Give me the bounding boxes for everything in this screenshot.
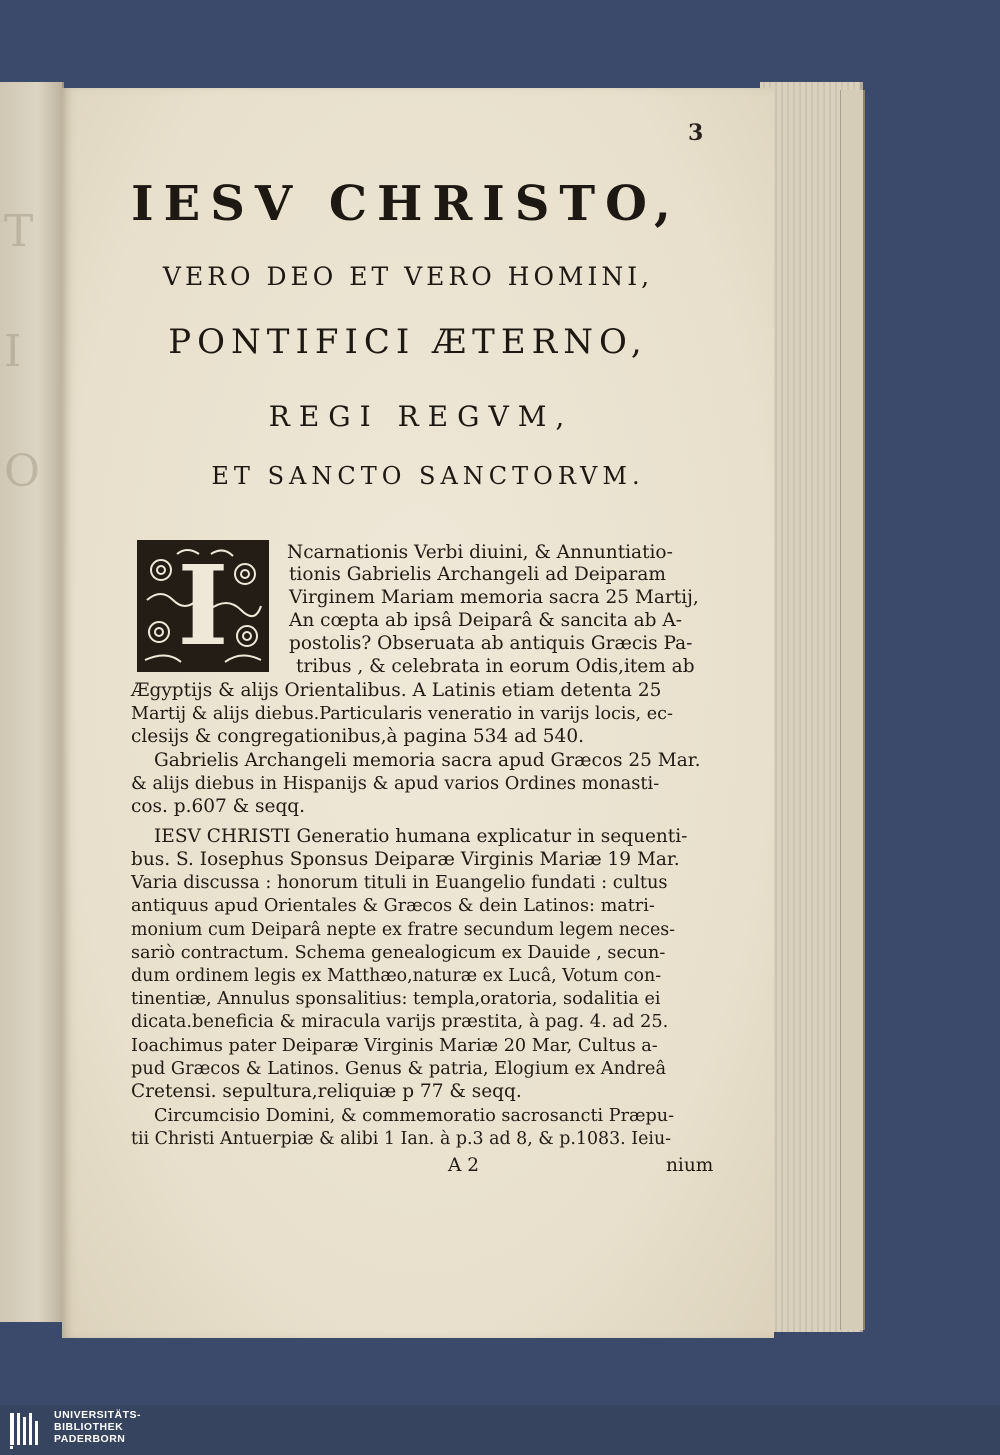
dedication-line-1: IESV CHRISTO, [131, 176, 681, 232]
dedication-line-5: ET SANCTO SANCTORVM. [211, 462, 645, 490]
dedication-line-2: VERO DEO ET VERO HOMINI, [162, 262, 654, 291]
text-line: Martij & alijs diebus.Particularis veneratio in varijs locis, ec- [131, 704, 673, 724]
text-line: Varia discussa : honorum tituli in Euangelio fundati : cultus [131, 872, 668, 893]
text-line: antiquus apud Orientales & Græcos & dein Latinos: matri- [131, 896, 655, 916]
page-number: 3 [688, 120, 704, 146]
text-line: bus. S. Iosephus Sponsus Deiparæ Virginis Mariæ 19 Mar. [131, 849, 680, 870]
text-line: postolis? Obseruata ab antiquis Græcis Pa- [289, 633, 693, 654]
left-page-ghost-letters: T I O [4, 206, 41, 497]
text-line: cos. p.607 & seqq. [131, 796, 306, 817]
library-name-line-3: PADERBORN [54, 1433, 126, 1445]
text-line: tionis Gabrielis Archangeli ad Deiparam [289, 564, 666, 585]
text-line: clesijs & congregationibus,à pagina 534 ad 540. [131, 726, 584, 747]
library-logo-icon [8, 1409, 46, 1449]
text-line: Circumcisio Domini, & commemoratio sacrosancti Præpu- [154, 1106, 675, 1126]
text-line: Gabrielis Archangeli memoria sacra apud Græcos 25 Mar. [154, 750, 701, 771]
library-name [54, 1409, 141, 1445]
text-line: & alijs diebus in Hispanijs & apud varios Ordines monasti- [131, 773, 660, 794]
text-line: tii Christi Antuerpiæ & alibi 1 Ian. à p.3 ad 8, & p.1083. Ieiu- [131, 1129, 672, 1149]
text-line: dicata.beneficia & miracula varijs præstita, à pag. 4. ad 25. [131, 1011, 669, 1032]
text-line: pud Græcos & Latinos. Genus & patria, Elogium ex Andreâ [131, 1058, 667, 1079]
text-line: Ioachimus pater Deiparæ Virginis Mariæ 20 Mar, Cultus a- [131, 1036, 658, 1056]
text-line: tribus , & celebrata in eorum Odis,item ab [296, 656, 695, 677]
decorated-initial [137, 540, 269, 672]
text-line: IESV CHRISTI Generatio humana explicatur in sequenti- [154, 826, 688, 847]
text-line: An cœpta ab ipsâ Deiparâ & sancita ab A- [289, 610, 683, 631]
dedication-line-4: REGI REGVM, [268, 400, 574, 433]
signature-mark: A 2 [448, 1155, 480, 1176]
text-line: monium cum Deiparâ nepte ex fratre secundum legem neces- [131, 920, 676, 940]
library-name-line-1: UNIVERSITÄTS- [54, 1409, 142, 1421]
catchword: nium [666, 1155, 714, 1176]
dedication-line-3: PONTIFICI ÆTERNO, [168, 322, 648, 362]
text-line: Ægyptijs & alijs Orientalibus. A Latinis etiam detenta 25 [131, 680, 662, 701]
library-name-line-2: BIBLIOTHEK [54, 1421, 124, 1433]
book-cover-edge [840, 90, 865, 1330]
library-footer-bar [0, 1405, 1000, 1455]
text-line: Virginem Mariam memoria sacra 25 Martij, [289, 587, 699, 608]
text-line: dum ordinem legis ex Matthæo,naturæ ex Lucâ, Votum con- [131, 966, 662, 986]
text-line: Cretensi. sepultura,reliquiæ p 77 & seqq. [131, 1081, 522, 1102]
dropcap-letter: I [177, 541, 229, 670]
text-line: tinentiæ, Annulus sponsalitius: templa,oratoria, sodalitia ei [131, 989, 661, 1009]
text-line: Ncarnationis Verbi diuini, & Annuntiatio- [287, 542, 673, 563]
text-line: sariò contractum. Schema genealogicum ex Dauide , secun- [131, 943, 666, 963]
